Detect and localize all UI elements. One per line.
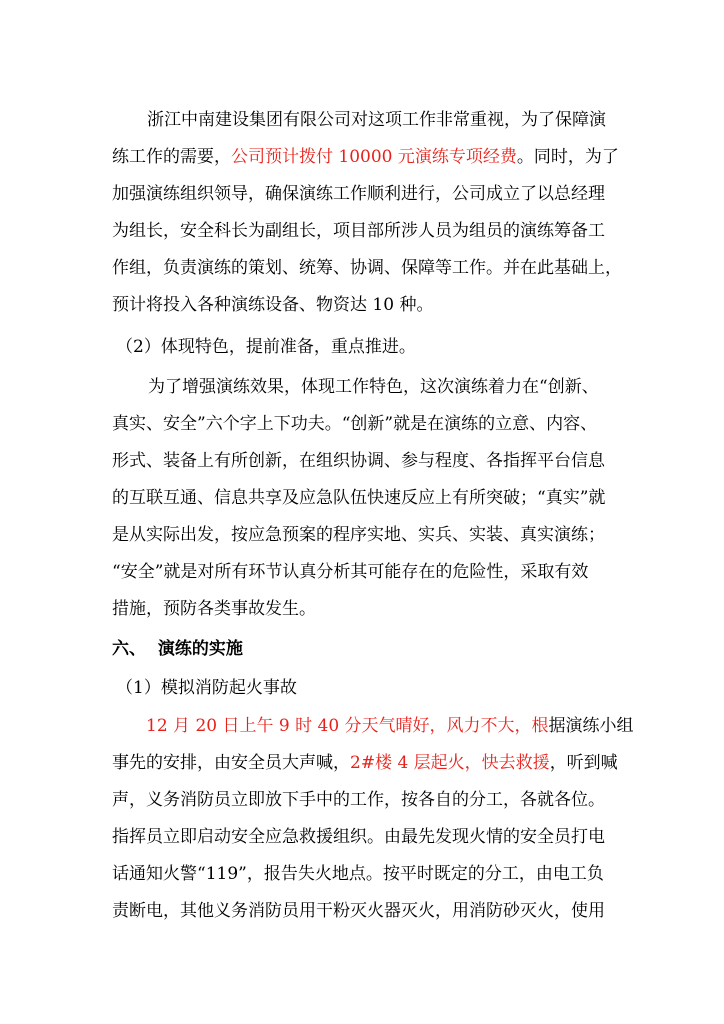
- text-span: 的互联互通、信息共享及应急队伍快速反应上有所突破；“真实”就: [112, 488, 606, 508]
- paragraph-3-line-5: [112, 862, 620, 886]
- highlighted-text: 12 月 20 日上午 9 时 40 分天气晴好，风力不大，根: [146, 716, 549, 736]
- paragraph-3-line-1: [146, 714, 634, 738]
- text-span: 据演练小组: [548, 716, 634, 736]
- text-span: ，听到喊: [549, 753, 618, 773]
- paragraph-2-line-7: [112, 597, 620, 621]
- text-span: （1）模拟消防起火事故: [116, 678, 297, 698]
- text-span: 责断电，其他义务消防员用干粉灭火器灭火，用消防砂灭火，使用: [112, 901, 605, 921]
- paragraph-1-line-4: [112, 219, 620, 243]
- subheading-1: [116, 676, 620, 700]
- highlighted-text: 2#楼 4 层起火，快去救援: [350, 753, 550, 773]
- text-span: 事先的安排，由安全员大声喊，: [112, 753, 350, 773]
- text-span: 真实、安全”六个字上下功夫。“创新”就是在演练的立意、内容、: [112, 414, 598, 434]
- paragraph-2-line-6: [112, 560, 620, 584]
- subheading-2: [116, 335, 620, 359]
- paragraph-3-line-2: [112, 751, 620, 775]
- paragraph-2-line-2: [112, 412, 620, 436]
- text-span: 浙江中南建设集团有限公司对这项工作非常重视，为了保障演: [147, 110, 606, 130]
- paragraph-1-line-6: [112, 293, 620, 317]
- text-span: 为了增强演练效果，体现工作特色，这次演练着力在“创新、: [148, 377, 599, 397]
- paragraph-1-line-3: [112, 182, 620, 206]
- paragraph-2-line-3: [112, 449, 620, 473]
- paragraph-2-line-5: [112, 523, 620, 547]
- text-span: 加强演练组织领导，确保演练工作顺利进行，公司成立了以总经理: [112, 184, 605, 204]
- text-span: 预计将投入各种演练设备、物资达 10 种。: [112, 295, 434, 315]
- section-heading: [112, 637, 620, 661]
- text-span: 措施，预防各类事故发生。: [112, 599, 316, 619]
- text-span: 练工作的需要，: [112, 147, 231, 167]
- text-span: 六、 演练的实施: [112, 639, 243, 659]
- paragraph-3-line-6: [112, 899, 620, 923]
- text-span: 。同时，为了: [516, 147, 619, 167]
- text-span: “安全”就是对所有环节认真分析其可能存在的危险性，采取有效: [112, 562, 589, 582]
- text-span: 声，义务消防员立即放下手中的工作，按各自的分工，各就各位。: [112, 790, 605, 810]
- text-span: 指挥员立即启动安全应急救援组织。由最先发现火情的安全员打电: [112, 827, 605, 847]
- paragraph-3-line-3: [112, 788, 620, 812]
- text-span: 是从实际出发，按应急预案的程序实地、实兵、实装、真实演练；: [112, 525, 605, 545]
- highlighted-text: 公司预计拨付 10000 元演练专项经费: [231, 147, 517, 167]
- paragraph-2-line-1: [148, 375, 620, 399]
- text-span: 形式、装备上有所创新，在组织协调、参与程度、各指挥平台信息: [112, 451, 605, 471]
- paragraph-3-line-4: [112, 825, 620, 849]
- paragraph-1-line-1: [147, 108, 620, 132]
- text-span: 作组，负责演练的策划、统筹、协调、保障等工作。并在此基础上，: [112, 258, 622, 278]
- paragraph-1-line-5: [112, 256, 620, 280]
- paragraph-1-line-2: [112, 145, 620, 169]
- text-span: 为组长，安全科长为副组长，项目部所涉人员为组员的演练筹备工: [112, 221, 605, 241]
- text-span: （2）体现特色，提前准备，重点推进。: [116, 337, 416, 357]
- text-span: 话通知火警“119”，报告失火地点。按平时既定的分工，由电工负: [112, 864, 604, 884]
- paragraph-2-line-4: [112, 486, 620, 510]
